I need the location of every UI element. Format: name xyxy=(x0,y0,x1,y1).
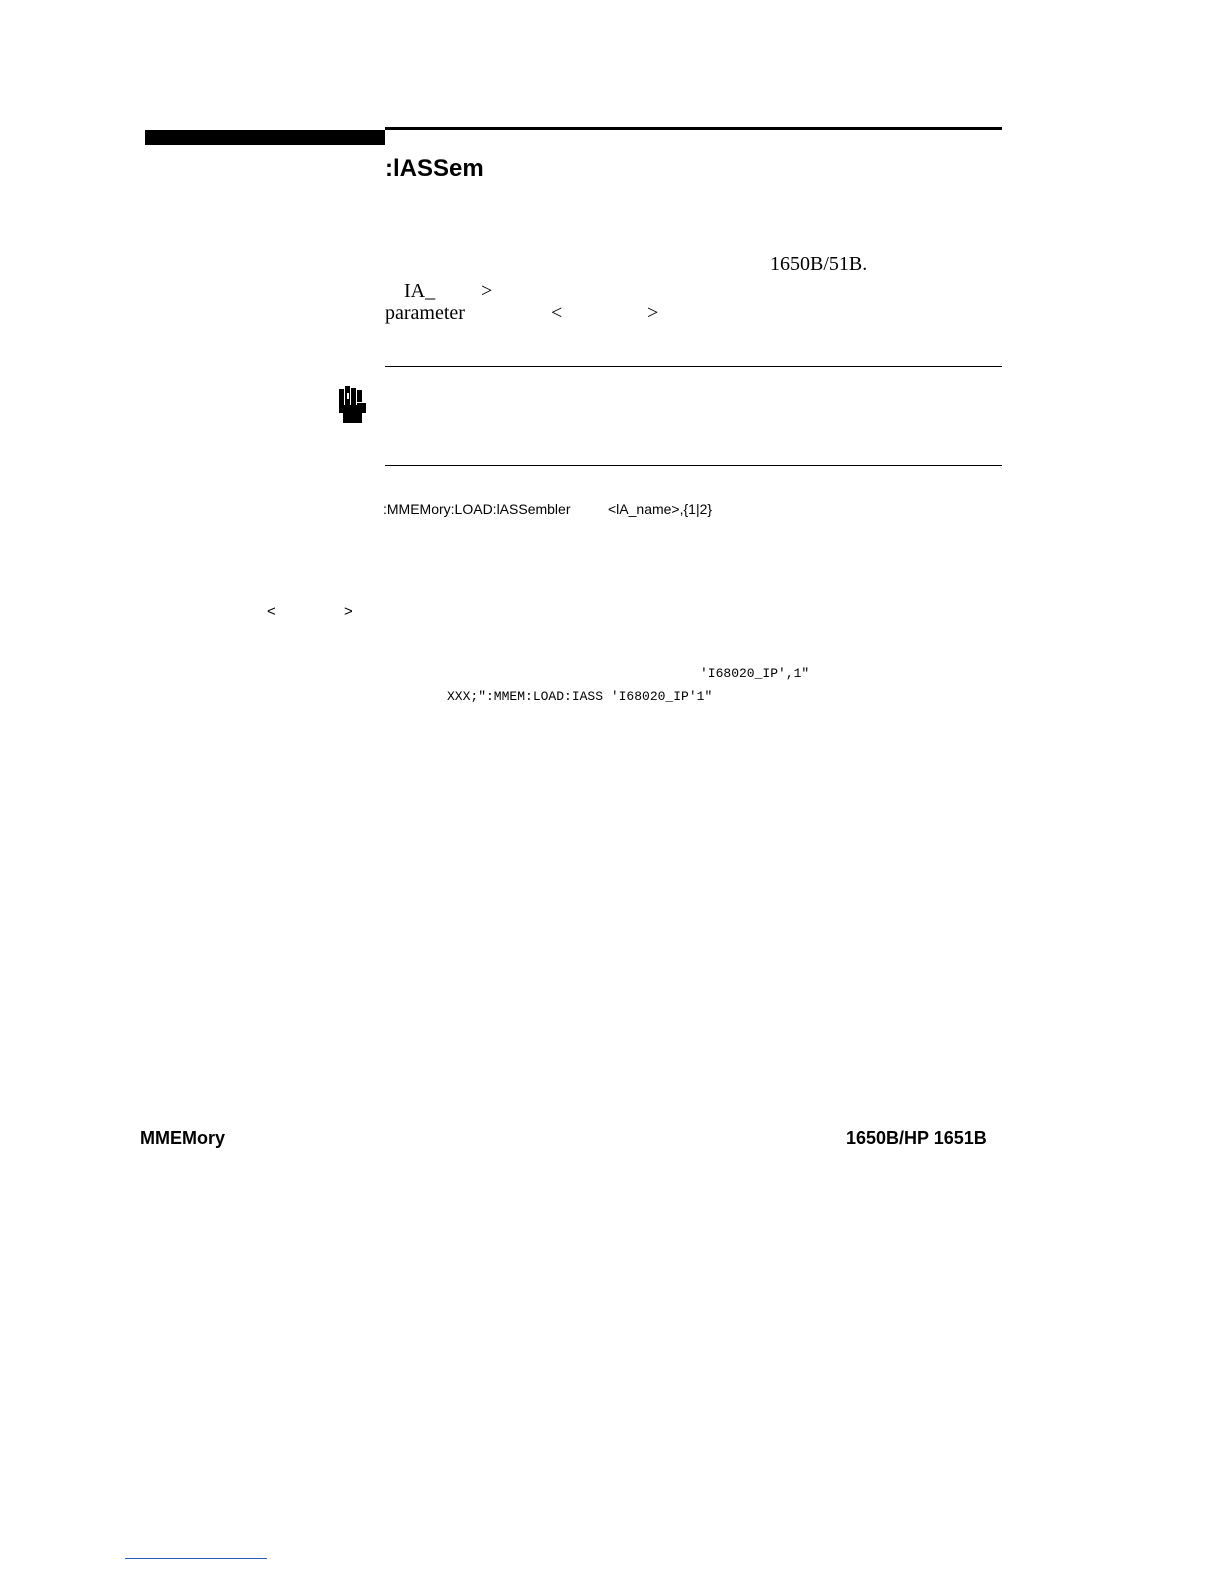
param-def-angle-close: > xyxy=(344,603,353,620)
section-heading: :lASSem xyxy=(385,155,484,182)
note-rule-bottom xyxy=(385,465,1002,466)
footer-model-name: 1650B/HP 1651B xyxy=(846,1128,987,1148)
angle-open-2: < xyxy=(551,302,563,324)
ia-prefix: IA_ xyxy=(404,280,436,302)
example-line-2: XXX;":MMEM:LOAD:IASS 'I68020_IP'1" xyxy=(447,689,713,704)
note-rule-top xyxy=(385,366,1002,367)
parameter-word: parameter xyxy=(385,302,465,324)
header-rule-thick xyxy=(145,130,385,145)
angle-close-2: > xyxy=(647,302,659,324)
syntax-params: <lA_name>,{1|2} xyxy=(608,501,713,517)
model-reference: 1650B/51B. xyxy=(770,253,868,275)
hand-note-icon xyxy=(337,385,369,425)
syntax-command: :MMEMory:LOAD:lASSembler xyxy=(383,501,571,517)
example-line-1: 'I68020_IP',1" xyxy=(700,666,810,681)
angle-close-1: > xyxy=(481,280,493,302)
param-def-angle-open: < xyxy=(267,603,276,620)
footer-section-name: MMEMory xyxy=(140,1128,225,1148)
bottom-rule xyxy=(125,1558,267,1559)
header-rule-thin xyxy=(385,127,1002,130)
